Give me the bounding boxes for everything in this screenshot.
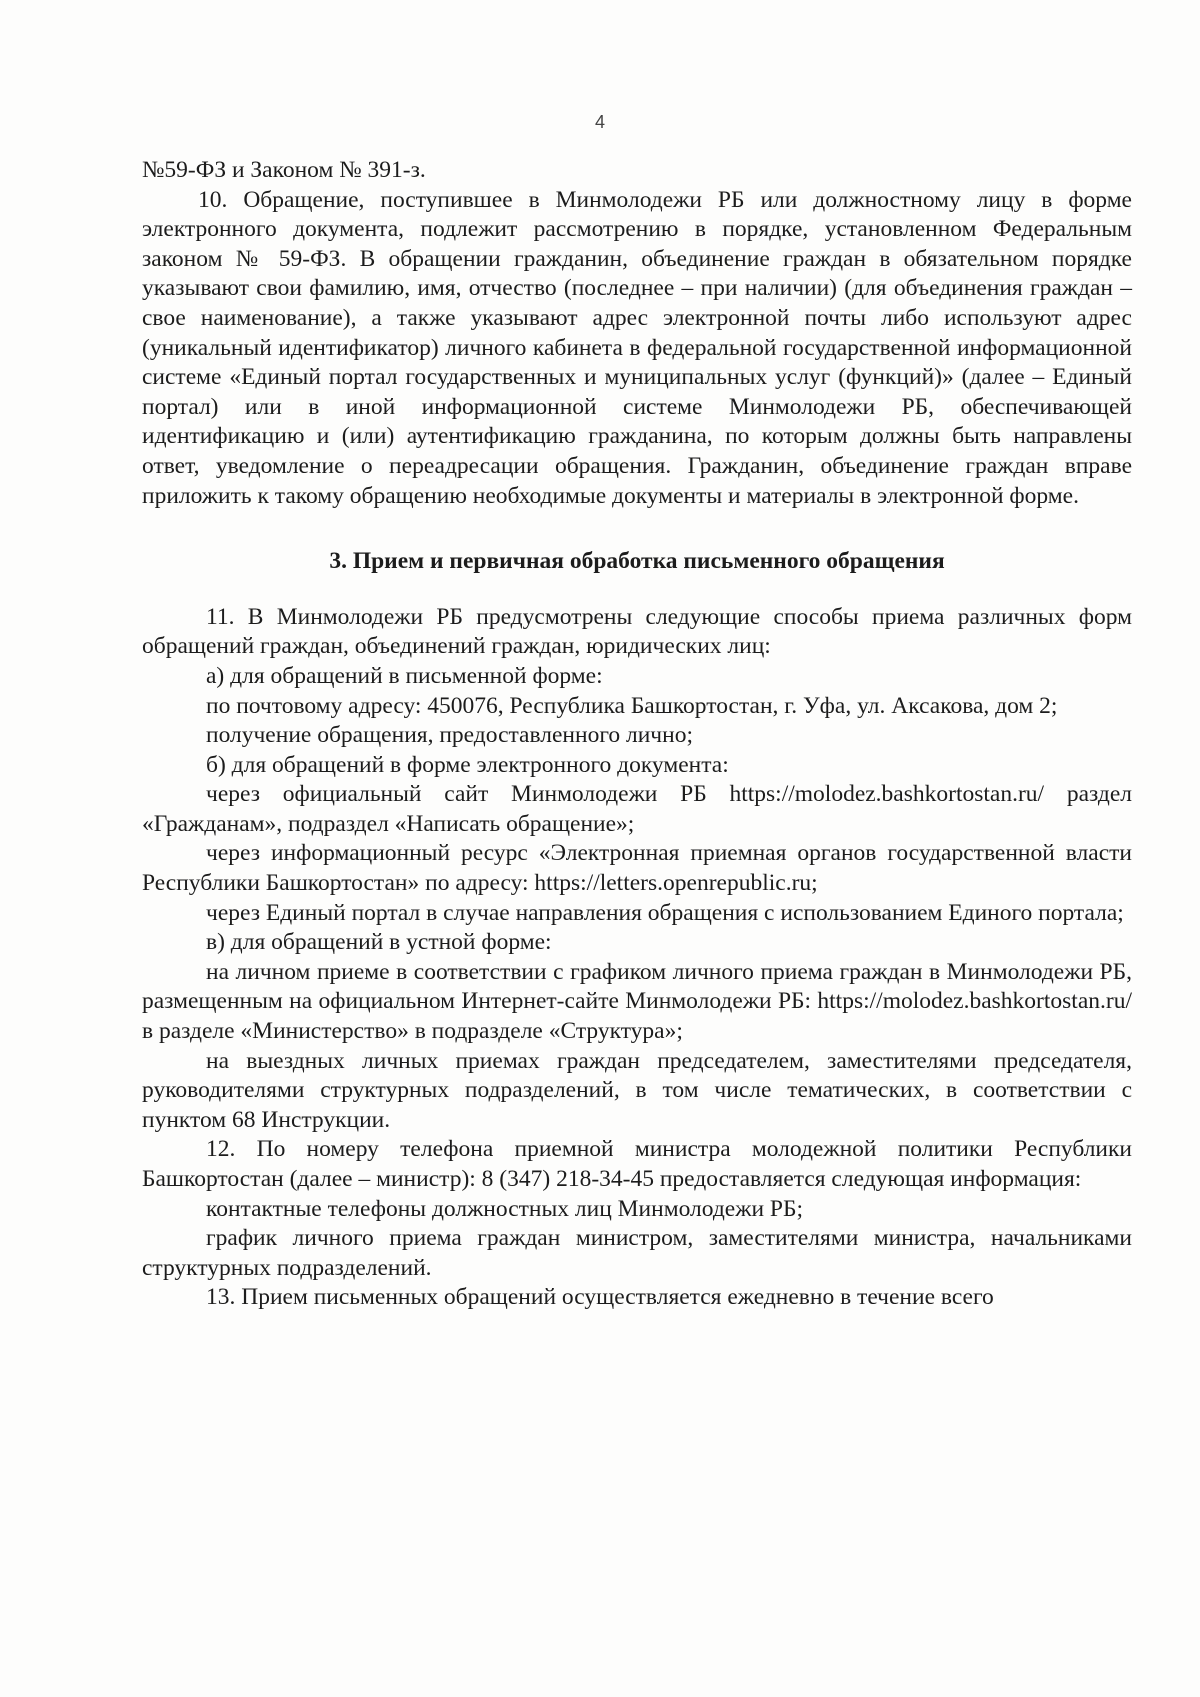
list-item-b: б) для обращений в форме электронного документа: bbox=[206, 751, 729, 778]
paragraph-13: 13. Прием письменных обращений осуществляется ежедневно в течение всего bbox=[206, 1284, 994, 1311]
list-item-official-site: через официальный сайт Минмолодежи РБ https://molodez.bashkortostan.ru/ раздел «Гражданам», подраздел «Написать обращение»; bbox=[142, 781, 1132, 837]
list-item-unified-portal: через Единый портал в случае направления обращения с использованием Единого портала; bbox=[206, 899, 1124, 926]
list-item-a: а) для обращений в письменной форме: bbox=[206, 662, 603, 689]
paragraph-12: 12. По номеру телефона приемной министра молодежной политики Республики Башкортостан (далее – министр): 8 (347) 218-34-45 предоставляется следующая информация: bbox=[142, 1136, 1132, 1192]
paragraph-10: 10. Обращение, поступившее в Минмолодежи РБ или должностному лицу в форме электронного документа, подлежит рассмотрению в порядке, установленном Федеральным законом № 59-ФЗ. В обращении гражданин, объединение граждан в обязательном порядке указывают свои фамилию, имя, отчество (последнее – при наличии) (для объединения граждан – свое наименование), а также указывают адрес электронной почты либо используют адрес (уникальный идентификатор) личного кабинета в федеральной государственной информационной системе «Единый портал государственных и муниципальных услуг (функций)» (далее – Единый портал) или в иной информационной системе Минмолодежи РБ, обеспечивающей идентификацию и (или) аутентификацию гражданина, по которым должны быть направлены ответ, уведомление о переадресации обращения. Гражданин, объединение граждан вправе приложить к такому обращению необходимые документы и материалы в электронной форме. bbox=[142, 186, 1132, 509]
list-item-contact-phones: контактные телефоны должностных лиц Минмолодежи РБ; bbox=[206, 1195, 803, 1222]
paragraph-continuation: №59-ФЗ и Законом № 391-з. bbox=[142, 157, 426, 183]
list-item-personal-delivery: получение обращения, предоставленного лично; bbox=[206, 722, 693, 749]
list-item-field-reception: на выездных личных приемах граждан председателем, заместителями председателя, руководителями структурных подразделений, в том числе тематических, в соответствии с пунктом 68 Инструкции. bbox=[142, 1047, 1132, 1133]
paragraph-11: 11. В Минмолодежи РБ предусмотрены следующие способы приема различных форм обращений граждан, объединений граждан, юридических лиц: bbox=[142, 603, 1132, 660]
list-item-personal-reception: на личном приеме в соответствии с графиком личного приема граждан в Минмолодежи РБ, размещенным на официальном Интернет-сайте Минмолодежи РБ: https://molodez.bashkortostan.ru/ в разделе «Министерство» в подразделе «Структура»; bbox=[142, 958, 1132, 1045]
list-item-c: в) для обращений в устной форме: bbox=[206, 929, 552, 956]
list-item-postal-address: по почтовому адресу: 450076, Республика Башкортостан, г. Уфа, ул. Аксакова, дом 2; bbox=[206, 692, 1058, 719]
page-number: 4 bbox=[594, 112, 605, 132]
document-body bbox=[142, 156, 1132, 1313]
section-heading: 3. Прием и первичная обработка письменного обращения bbox=[329, 548, 945, 575]
list-item-electronic-reception: через информационный ресурс «Электронная приемная органов государственной власти Республики Башкортостан» по адресу: https://letters.openrepublic.ru; bbox=[142, 840, 1132, 897]
list-item-reception-schedule: график личного приема граждан министром, заместителями министра, начальниками структурных подразделений. bbox=[142, 1225, 1132, 1281]
